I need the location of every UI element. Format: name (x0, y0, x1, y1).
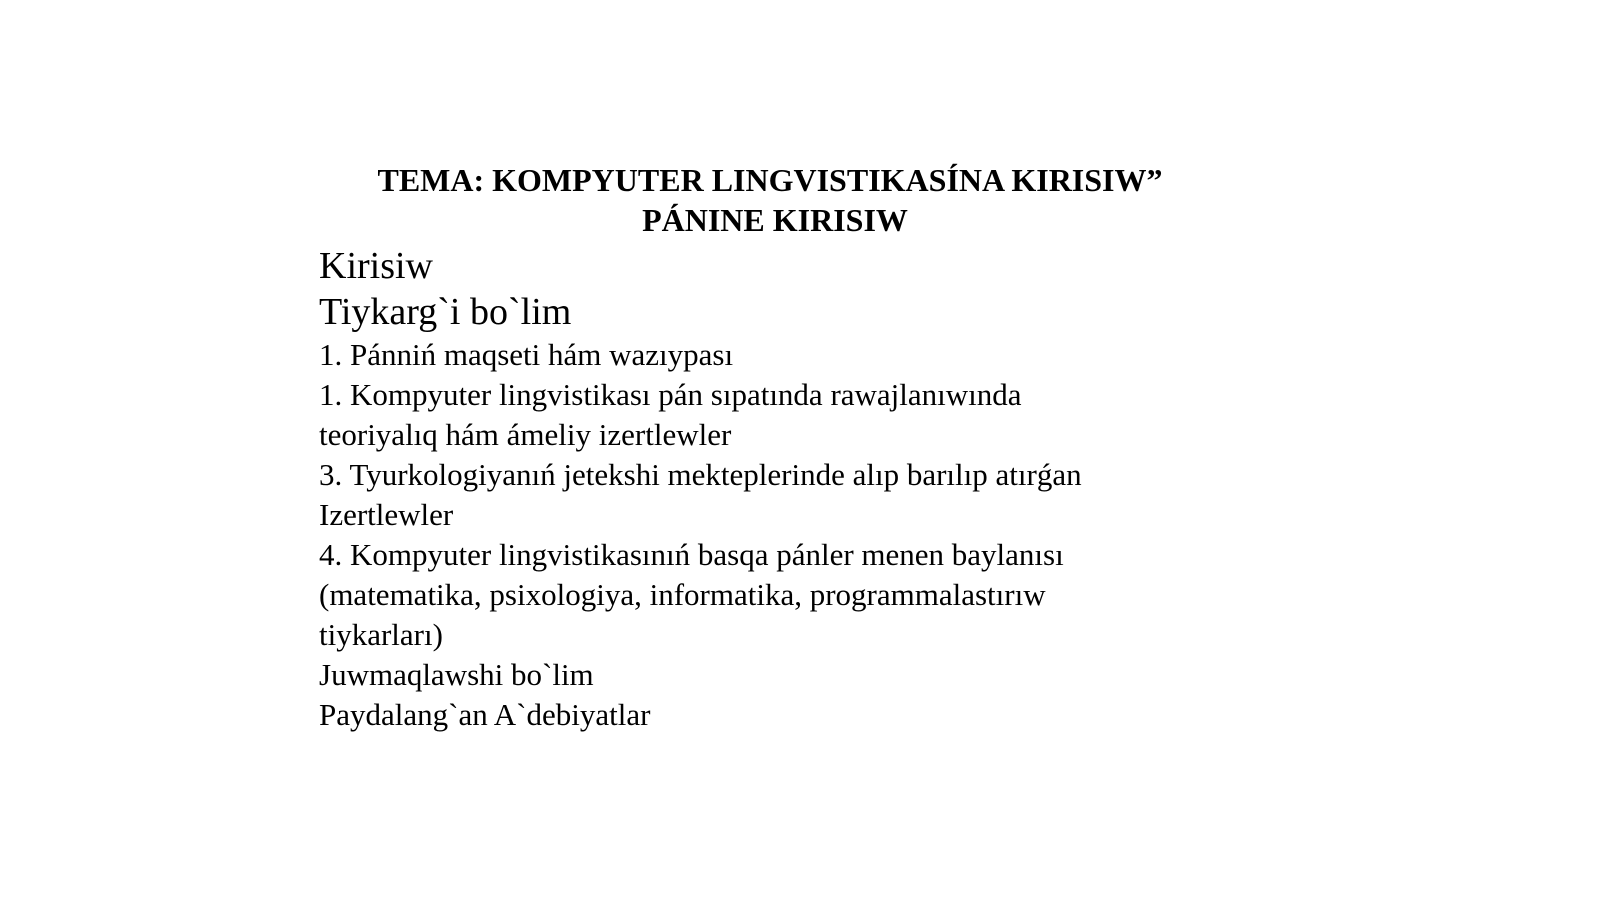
content-line: 1. Kompyuter lingvistikası pán sıpatında rawajlanıwında (319, 377, 1022, 412)
content-line: 1. Pánniń maqseti hám wazıypası (319, 337, 734, 372)
title-line-1: TEMA: KOMPYUTER LINGVISTIKASÍNA KIRISIW” (377, 162, 1163, 198)
slide-title (300, 160, 1240, 240)
slide-content (319, 243, 1219, 735)
title-line-2: PÁNINE KIRISIW (642, 202, 908, 238)
section-heading-main: Tiykarg`i bo`lim (319, 291, 572, 333)
content-line: 4. Kompyuter lingvistikasınıń basqa pánler menen baylanısı (319, 537, 1064, 572)
content-line: teoriyalıq hám ámeliy izertlewler (319, 417, 732, 452)
content-line: Paydalang`an A`debiyatlar (319, 697, 651, 732)
content-line: (matematika, psixologiya, informatika, programmalastırıw (319, 577, 1046, 612)
content-line: Izertlewler (319, 497, 454, 532)
content-line: tiykarları) (319, 617, 443, 652)
section-heading-intro: Kirisiw (319, 245, 433, 287)
content-line: 3. Tyurkologiyanıń jetekshi mekteplerinde alıp barılıp atırǵan (319, 457, 1082, 492)
content-line: Juwmaqlawshi bo`lim (319, 657, 594, 692)
